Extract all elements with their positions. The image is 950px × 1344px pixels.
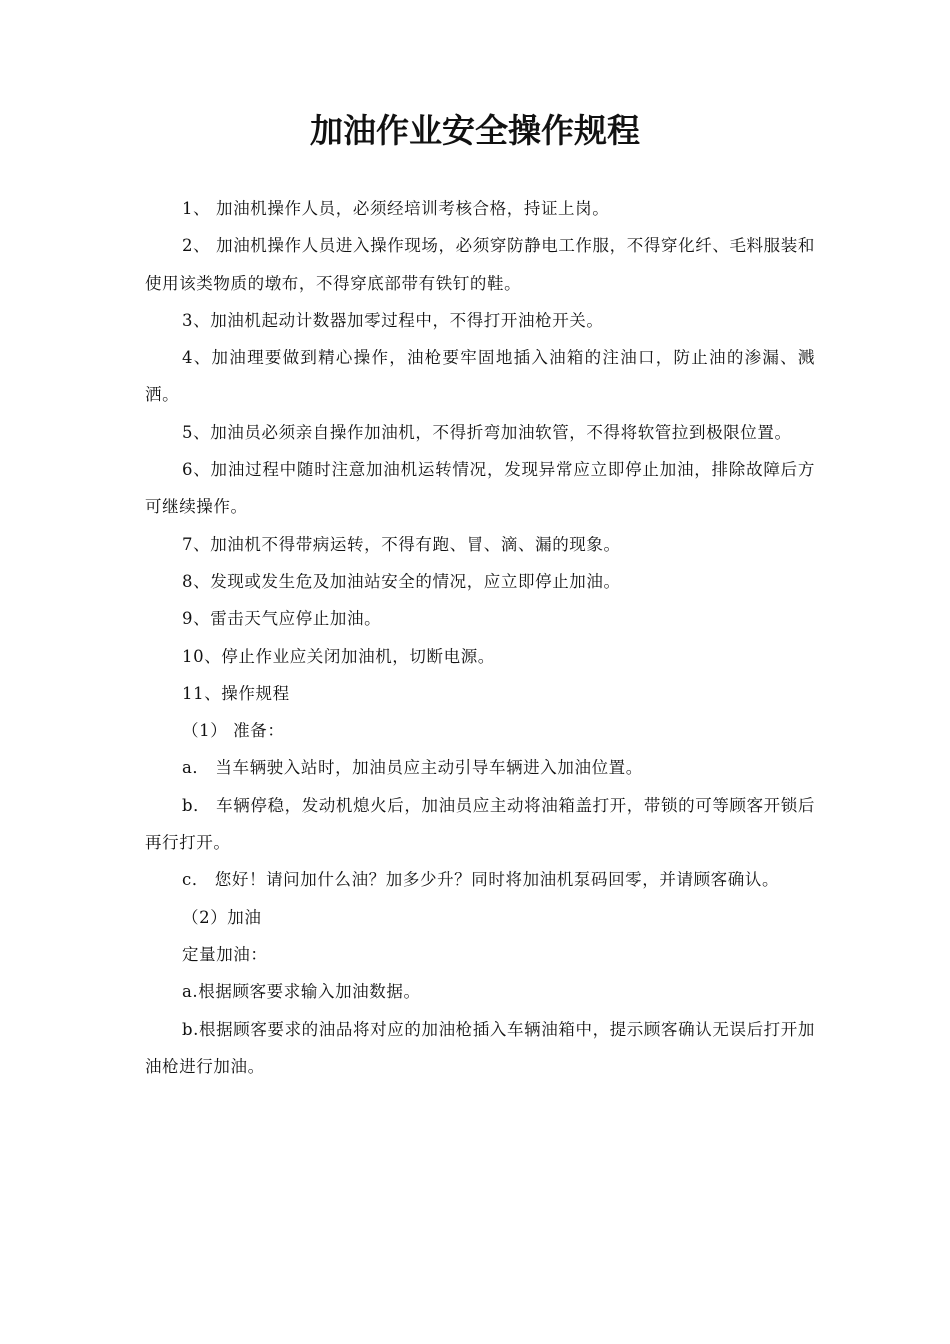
paragraph-item-8: 8、发现或发生危及加油站安全的情况，应立即停止加油。 — [182, 571, 621, 591]
paragraph-item-9: 9、雷击天气应停止加油。 — [182, 609, 382, 629]
paragraph-item-5: 5、加油员必须亲自操作加油机，不得折弯加油软管，不得将软管拉到极限位置。 — [182, 422, 792, 442]
refueling-step-a: a.根据顾客要求输入加油数据。 — [182, 982, 421, 1002]
paragraph-item-4: 4、加油理要做到精心操作，油枪要牢固地插入油箱的注油口，防止油的渗漏、溅洒。 — [145, 348, 815, 405]
paragraph-item-3: 3、加油机起动计数器加零过程中，不得打开油枪开关。 — [182, 310, 604, 330]
document-body — [145, 190, 815, 1085]
paragraph-item-10: 10、停止作业应关闭加油机，切断电源。 — [182, 646, 495, 666]
fixed-quantity-heading: 定量加油： — [182, 944, 268, 964]
preparation-step-b: b． 车辆停稳，发动机熄火后，加油员应主动将油箱盖打开，带锁的可等顾客开锁后再行打开。 — [145, 795, 815, 853]
paragraph-item-1: 1、 加油机操作人员，必须经培训考核合格，持证上岗。 — [182, 199, 610, 218]
refueling-step-b: b.根据顾客要求的油品将对应的加油枪插入车辆油箱中，提示顾客确认无误后打开加油枪进行加油。 — [145, 1019, 815, 1076]
paragraph-item-2: 2、 加油机操作人员进入操作现场，必须穿防静电工作服，不得穿化纤、毛料服装和使用该类物质的墩布，不得穿底部带有铁钉的鞋。 — [145, 236, 815, 293]
preparation-step-a: a． 当车辆驶入站时，加油员应主动引导车辆进入加油位置。 — [182, 758, 643, 778]
paragraph-item-6: 6、加油过程中随时注意加油机运转情况，发现异常应立即停止加油，排除故障后方可继续操作。 — [145, 460, 815, 517]
subsection-heading-refueling: （2）加油 — [182, 907, 262, 927]
document-title: 加油作业安全操作规程 — [310, 111, 640, 150]
paragraph-item-11: 11、操作规程 — [182, 683, 290, 703]
subsection-heading-preparation: （1） 准备： — [182, 721, 285, 741]
paragraph-item-7: 7、加油机不得带病运转，不得有跑、冒、滴、漏的现象。 — [182, 534, 621, 554]
preparation-step-c: c． 您好！请问加什么油？加多少升？同时将加油机泵码回零，并请顾客确认。 — [182, 870, 780, 890]
